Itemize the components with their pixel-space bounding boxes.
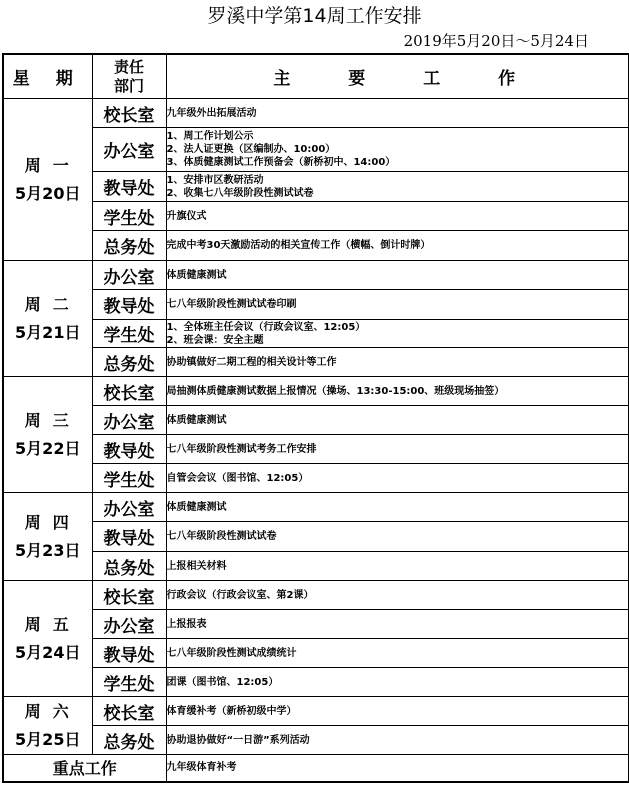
work-cell bbox=[166, 581, 629, 610]
work-cell bbox=[166, 348, 629, 377]
work-line: 七八年级阶段性测试成绩统计 bbox=[166, 647, 297, 659]
dept-cell: 办公室 bbox=[92, 610, 166, 639]
weekday-label: 周三 bbox=[24, 410, 81, 430]
work-cell bbox=[166, 406, 629, 435]
work-cell bbox=[166, 202, 629, 231]
schedule-row bbox=[3, 377, 629, 406]
schedule-row bbox=[3, 435, 629, 464]
schedule-row bbox=[3, 668, 629, 697]
date-label: 5月25日 bbox=[15, 729, 81, 749]
header-day: 星 期 bbox=[3, 54, 92, 99]
schedule-row bbox=[3, 464, 629, 493]
footer-row bbox=[3, 755, 629, 782]
dept-cell: 总务处 bbox=[92, 552, 166, 581]
work-cell bbox=[166, 435, 629, 464]
dept-cell: 学生处 bbox=[92, 464, 166, 493]
weekday-label: 周一 bbox=[24, 155, 81, 175]
schedule-row bbox=[3, 697, 629, 726]
schedule-row bbox=[3, 552, 629, 581]
work-line: 自管会会议（图书馆、12:05） bbox=[166, 472, 309, 484]
work-line: 七八年级阶段性测试考务工作安排 bbox=[166, 443, 317, 455]
day-cell bbox=[3, 99, 92, 261]
work-cell bbox=[166, 290, 629, 320]
footer-work: 九年级体育补考 bbox=[166, 755, 629, 782]
work-line: 团课（图书馆、12:05） bbox=[166, 676, 279, 688]
schedule-row bbox=[3, 522, 629, 552]
schedule-row bbox=[3, 320, 629, 348]
dept-cell: 教导处 bbox=[92, 172, 166, 202]
date-label: 5月20日 bbox=[15, 183, 81, 203]
footer-label: 重点工作 bbox=[3, 755, 166, 782]
work-cell bbox=[166, 668, 629, 697]
work-cell bbox=[166, 493, 629, 522]
work-cell bbox=[166, 377, 629, 406]
day-cell bbox=[3, 581, 92, 697]
work-line: 协助退协做好“一日游”系列活动 bbox=[166, 734, 310, 746]
header-work: 主 要 工 作 bbox=[166, 54, 629, 99]
dept-cell: 教导处 bbox=[92, 522, 166, 552]
schedule-row bbox=[3, 581, 629, 610]
work-line: 七八年级阶段性测试试卷 bbox=[166, 531, 277, 542]
work-line: 局抽测体质健康测试数据上报情况（操场、13:30-15:00、班级现场抽签） bbox=[166, 385, 505, 397]
day-cell bbox=[3, 697, 92, 755]
header-dept-line1: 责任 bbox=[113, 57, 144, 76]
work-line: 1、全体班主任会议（行政会议室、12:05） bbox=[166, 321, 366, 333]
schedule-row bbox=[3, 726, 629, 755]
dept-cell: 总务处 bbox=[92, 231, 166, 261]
work-cell bbox=[166, 231, 629, 261]
dept-cell: 总务处 bbox=[92, 348, 166, 377]
schedule-row bbox=[3, 202, 629, 231]
work-cell bbox=[166, 320, 629, 348]
header-row bbox=[3, 54, 629, 99]
work-cell bbox=[166, 552, 629, 581]
dept-cell: 学生处 bbox=[92, 320, 166, 348]
day-cell bbox=[3, 377, 92, 493]
work-line: 3、体质健康测试工作预备会（新桥初中、14:00） bbox=[166, 157, 396, 168]
schedule-row bbox=[3, 610, 629, 639]
dept-cell: 办公室 bbox=[92, 406, 166, 435]
work-line: 2、收集七八年级阶段性测试试卷 bbox=[166, 187, 314, 199]
work-line: 体质健康测试 bbox=[166, 501, 227, 513]
work-cell bbox=[166, 697, 629, 726]
schedule-table bbox=[2, 53, 629, 783]
work-cell bbox=[166, 128, 629, 172]
work-line: 体育缓补考（新桥初级中学） bbox=[166, 705, 297, 717]
schedule-row bbox=[3, 348, 629, 377]
schedule-row bbox=[3, 128, 629, 172]
work-line: 完成中考30天激励活动的相关宣传工作（横幅、倒计时牌） bbox=[166, 240, 431, 251]
work-cell bbox=[166, 172, 629, 202]
dept-cell: 教导处 bbox=[92, 639, 166, 668]
work-line: 2、班会课：安全主题 bbox=[166, 334, 264, 346]
header-dept bbox=[92, 54, 166, 99]
schedule-row bbox=[3, 172, 629, 202]
work-cell bbox=[166, 261, 629, 290]
work-cell bbox=[166, 639, 629, 668]
schedule-row bbox=[3, 290, 629, 320]
dept-cell: 校长室 bbox=[92, 99, 166, 128]
work-line: 1、安排市区教研活动 bbox=[166, 174, 264, 186]
schedule-row bbox=[3, 99, 629, 128]
work-cell bbox=[166, 464, 629, 493]
work-line: 升旗仪式 bbox=[166, 210, 207, 222]
weekday-label: 周六 bbox=[24, 701, 81, 721]
schedule-row bbox=[3, 493, 629, 522]
dept-cell: 办公室 bbox=[92, 261, 166, 290]
weekday-label: 周五 bbox=[24, 614, 81, 634]
work-line: 体质健康测试 bbox=[166, 414, 227, 426]
schedule-row bbox=[3, 639, 629, 668]
header-dept-line2: 部门 bbox=[113, 76, 144, 95]
date-label: 5月24日 bbox=[15, 642, 81, 662]
dept-cell: 学生处 bbox=[92, 202, 166, 231]
dept-cell: 校长室 bbox=[92, 581, 166, 610]
dept-cell: 办公室 bbox=[92, 128, 166, 172]
day-cell bbox=[3, 493, 92, 581]
dept-cell: 学生处 bbox=[92, 668, 166, 697]
work-line: 上报相关材料 bbox=[166, 560, 227, 572]
schedule-row bbox=[3, 261, 629, 290]
work-line: 上报报表 bbox=[166, 618, 207, 630]
dept-cell: 总务处 bbox=[92, 726, 166, 755]
dept-cell: 校长室 bbox=[92, 697, 166, 726]
date-label: 5月22日 bbox=[15, 438, 81, 458]
work-cell bbox=[166, 522, 629, 552]
date-label: 5月21日 bbox=[15, 322, 81, 342]
work-line: 1、周工作计划公示 bbox=[166, 131, 254, 142]
work-cell bbox=[166, 99, 629, 128]
dept-cell: 办公室 bbox=[92, 493, 166, 522]
weekday-label: 周四 bbox=[24, 512, 81, 532]
schedule-body bbox=[3, 99, 629, 755]
work-line: 体质健康测试 bbox=[166, 269, 227, 281]
schedule-row bbox=[3, 231, 629, 261]
work-line: 九年级外出拓展活动 bbox=[166, 107, 257, 119]
date-range: 2019年5月20日～5月24日 bbox=[403, 32, 589, 50]
weekday-label: 周二 bbox=[24, 294, 81, 314]
work-line: 协助镇做好二期工程的相关设计等工作 bbox=[166, 356, 337, 368]
schedule-row bbox=[3, 406, 629, 435]
work-line: 行政会议（行政会议室、第2课） bbox=[166, 589, 314, 601]
work-cell bbox=[166, 610, 629, 639]
work-line: 2、法人证更换（区编制办、10:00） bbox=[166, 144, 336, 155]
dept-cell: 校长室 bbox=[92, 377, 166, 406]
dept-cell: 教导处 bbox=[92, 435, 166, 464]
page-title: 罗溪中学第14周工作安排 bbox=[207, 5, 422, 27]
work-line: 七八年级阶段性测试试卷印刷 bbox=[166, 299, 297, 310]
dept-cell: 教导处 bbox=[92, 290, 166, 320]
work-cell bbox=[166, 726, 629, 755]
date-label: 5月23日 bbox=[15, 540, 81, 560]
day-cell bbox=[3, 261, 92, 377]
